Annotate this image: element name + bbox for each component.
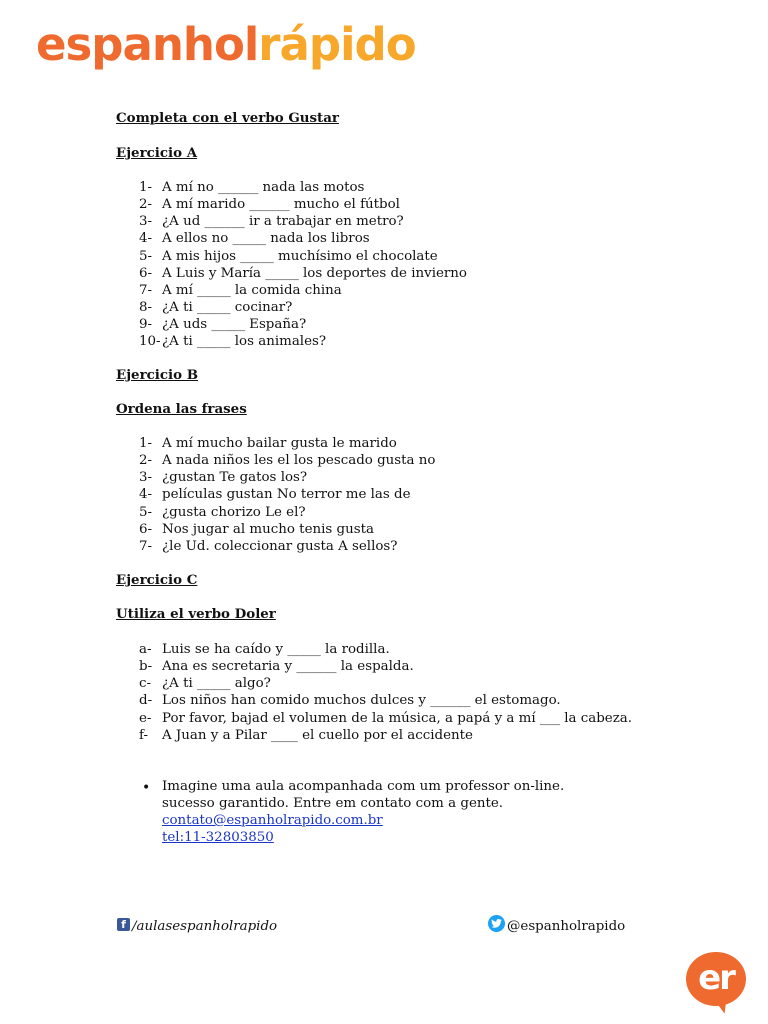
list-item-number: 10- <box>139 334 161 350</box>
list-item-text: A mí _____ la comida china <box>162 282 342 298</box>
contact-line-1: Imagine uma aula acompanhada com um professor on-line. <box>162 779 565 794</box>
list-item-number: 9- <box>139 317 153 333</box>
list-item-text: ¿le Ud. coleccionar gusta A sellos? <box>162 538 398 554</box>
list-item-number: b- <box>139 659 153 675</box>
list-item-text: ¿A uds _____ España? <box>162 317 307 333</box>
list-item-text: Ana es secretaria y ______ la espalda. <box>162 659 414 675</box>
list-item-text: películas gustan No terror me las de <box>162 487 411 503</box>
list-item-text: A mí no ______ nada las motos <box>162 180 365 195</box>
list-item-number: 1- <box>139 436 153 451</box>
list-item-text: ¿gustan Te gatos los? <box>162 470 308 486</box>
list-item-text: A ellos no _____ nada los libros <box>162 231 370 247</box>
list-item-number: 5- <box>139 504 153 520</box>
twitter-icon[interactable] <box>488 915 505 932</box>
contact-bullet: • <box>142 780 151 796</box>
list-item-number: 5- <box>139 248 153 264</box>
list-item-text: A nada niños les el los pescado gusta no <box>162 453 436 469</box>
ejercicio-a-heading: Ejercicio A <box>116 145 198 161</box>
list-item-number: 8- <box>139 300 153 316</box>
list-item-number: c- <box>139 676 152 692</box>
er-badge-text: er <box>698 958 734 998</box>
list-item-number: 7- <box>139 282 153 298</box>
list-item-text: A Luis y María _____ los deportes de invierno <box>162 265 467 281</box>
list-item-text: Por favor, bajad el volumen de la música, a papá y a mí ___ la cabeza. <box>162 710 633 726</box>
contact-line-2: sucesso garantido. Entre em contato com a gente. <box>162 796 504 811</box>
list-item-text: Los niños han comido muchos dulces y ______ el estomago. <box>162 693 561 709</box>
list-item-text: Luis se ha caído y _____ la rodilla. <box>162 642 390 657</box>
list-item-text: ¿A ti _____ los animales? <box>162 334 327 350</box>
ejercicio-b-subheading: Ordena las frases <box>116 401 247 417</box>
list-item-number: 6- <box>139 521 153 537</box>
ejercicio-b-heading: Ejercicio B <box>116 367 199 383</box>
list-item-number: 6- <box>139 265 153 281</box>
worksheet-title: Completa con el verbo Gustar <box>116 110 339 126</box>
er-logo-badge <box>686 952 746 1006</box>
list-item-number: 4- <box>139 487 153 503</box>
list-item-text: ¿gusta chorizo Le el? <box>162 504 306 520</box>
contact-phone-link[interactable]: tel:11-32803850 <box>162 830 274 845</box>
logo-part-rapido: rápido <box>258 18 416 71</box>
list-item-number: 2- <box>139 453 153 469</box>
list-item-number: d- <box>139 693 153 709</box>
list-item-number: e- <box>139 710 152 726</box>
list-item-number: 1- <box>139 180 153 195</box>
list-item-text: A mí mucho bailar gusta le marido <box>162 436 397 451</box>
twitter-handle[interactable]: @espanholrapido <box>507 919 626 934</box>
facebook-icon[interactable]: f <box>117 918 130 931</box>
facebook-handle[interactable]: /aulasespanholrapido <box>132 919 278 934</box>
list-item-text: A mis hijos _____ muchísimo el chocolate <box>162 248 438 264</box>
ejercicio-c-subheading: Utiliza el verbo Doler <box>116 606 276 622</box>
espanholrapido-logo <box>36 18 416 71</box>
list-item-text: ¿A ud ______ ir a trabajar en metro? <box>162 214 404 230</box>
list-item-number: f- <box>139 727 149 743</box>
list-item-number: a- <box>139 642 152 657</box>
list-item-text: A mí marido ______ mucho el fútbol <box>162 197 400 213</box>
list-item-number: 4- <box>139 231 153 247</box>
contact-email-link[interactable]: contato@espanholrapido.com.br <box>162 813 383 828</box>
ejercicio-c-heading: Ejercicio C <box>116 572 198 588</box>
list-item-text: ¿A ti _____ algo? <box>162 676 271 692</box>
list-item-number: 2- <box>139 197 153 213</box>
list-item-text: ¿A ti _____ cocinar? <box>162 300 293 316</box>
logo-part-espanhol: espanhol <box>36 18 259 71</box>
list-item-number: 7- <box>139 538 153 554</box>
list-item-number: 3- <box>139 214 153 230</box>
list-item-number: 3- <box>139 470 153 486</box>
list-item-text: A Juan y a Pilar ____ el cuello por el accidente <box>162 727 473 743</box>
list-item-text: Nos jugar al mucho tenis gusta <box>162 521 374 537</box>
